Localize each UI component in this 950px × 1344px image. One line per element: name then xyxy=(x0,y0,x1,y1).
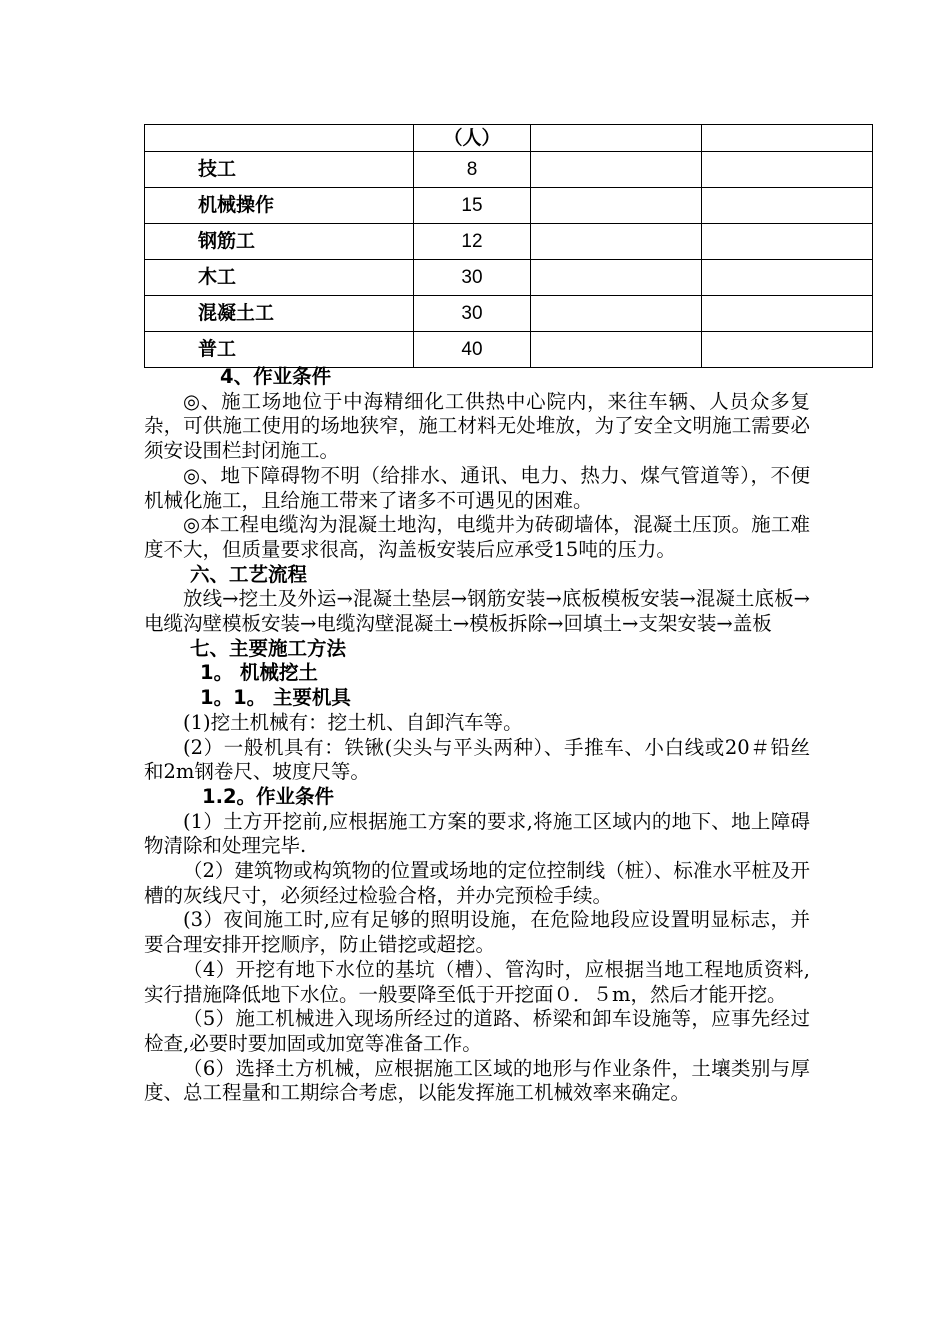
paragraph: (3）夜间施工时,应有足够的照明设施，在危险地段应设置明显标志，并要合理安排开挖顺序，防止错挖或超挖。 xyxy=(144,908,810,957)
paragraph: ◎、地下障碍物不明（给排水、通讯、电力、热力、煤气管道等），不便机械化施工，且给施工带来了诸多不可遇见的困难。 xyxy=(144,463,810,512)
paragraph: （4）开挖有地下水位的基坑（槽）、管沟时，应根据当地工程地质资料,实行措施降低地下水位。一般要降至低于开挖面０．５m，然后才能开挖。 xyxy=(144,957,810,1006)
paragraph: 放线→挖土及外运→混凝土垫层→钢筋安装→底板模板安装→混凝土底板→电缆沟壁模板安装→电缆沟壁混凝土→模板拆除→回填土→支架安装→盖板 xyxy=(144,587,810,636)
table-cell xyxy=(702,188,873,224)
section-heading-process: 六、工艺流程 xyxy=(190,562,308,586)
table-cell xyxy=(702,224,873,260)
table-row xyxy=(145,296,873,332)
table-cell xyxy=(531,260,702,296)
labor-table xyxy=(144,124,873,368)
trade-cell: 木工 xyxy=(145,260,414,296)
table-cell xyxy=(145,125,414,152)
table-cell xyxy=(531,296,702,332)
count-cell: 30 xyxy=(414,296,531,332)
document-body xyxy=(144,365,810,1106)
paragraph: (2）一般机具有：铁锹(尖头与平头两种）、手推车、小白线或20＃铅丝和2m钢卷尺、坡度尺等。 xyxy=(144,735,810,784)
table-cell xyxy=(531,188,702,224)
subsection-heading: 1。 机械挖土 xyxy=(200,661,318,685)
table-row xyxy=(145,332,873,368)
table-row xyxy=(145,260,873,296)
count-cell: 15 xyxy=(414,188,531,224)
table-cell xyxy=(702,152,873,188)
trade-cell: 技工 xyxy=(145,152,414,188)
count-cell: 12 xyxy=(414,224,531,260)
paragraph: (1)挖土机械有：挖土机、自卸汽车等。 xyxy=(183,710,523,734)
table-cell xyxy=(531,125,702,152)
table-cell xyxy=(531,224,702,260)
table-row xyxy=(145,224,873,260)
paragraph: （6）选择土方机械，应根据施工区域的地形与作业条件，土壤类别与厚度、总工程量和工期综合考虑，以能发挥施工机械效率来确定。 xyxy=(144,1056,810,1105)
table-cell xyxy=(702,332,873,368)
paragraph: (1）土方开挖前,应根据施工方案的要求,将施工区域内的地下、地上障碍物清除和处理完毕. xyxy=(144,809,810,858)
section-heading-methods: 七、主要施工方法 xyxy=(190,636,347,660)
table-header-row xyxy=(145,125,873,152)
trade-cell: 普工 xyxy=(145,332,414,368)
table-cell xyxy=(702,296,873,332)
subsection-heading: 1.2。作业条件 xyxy=(202,784,335,808)
paragraph: ◎本工程电缆沟为混凝土地沟，电缆井为砖砌墙体，混凝土压顶。施工难度不大，但质量要求很高，沟盖板安装后应承受15吨的压力。 xyxy=(144,513,810,561)
table-cell xyxy=(531,332,702,368)
unit-label-cell: （人） xyxy=(414,125,531,152)
paragraph: ◎、施工场地位于中海精细化工供热中心院内，来往车辆、人员众多复杂，可供施工使用的场地狭窄，施工材料无处堆放，为了安全文明施工需要必须安设围栏封闭施工。 xyxy=(144,389,810,463)
count-cell: 30 xyxy=(414,260,531,296)
table-cell xyxy=(702,260,873,296)
table-cell xyxy=(531,152,702,188)
subsection-heading: 1。1。 主要机具 xyxy=(200,686,351,710)
count-cell: 40 xyxy=(414,332,531,368)
count-cell: 8 xyxy=(414,152,531,188)
table-row xyxy=(145,188,873,224)
trade-cell: 钢筋工 xyxy=(145,224,414,260)
paragraph: （2）建筑物或构筑物的位置或场地的定位控制线（桩）、标准水平桩及开槽的灰线尺寸，必须经过检验合格，并办完预检手续。 xyxy=(144,859,810,907)
table-row xyxy=(145,152,873,188)
trade-cell: 混凝土工 xyxy=(145,296,414,332)
section-heading-work-conditions: 4、作业条件 xyxy=(220,365,332,388)
trade-cell: 机械操作 xyxy=(145,188,414,224)
paragraph: （5）施工机械进入现场所经过的道路、桥梁和卸车设施等，应事先经过检查,必要时要加固或加宽等准备工作。 xyxy=(144,1007,810,1055)
table-cell xyxy=(702,125,873,152)
